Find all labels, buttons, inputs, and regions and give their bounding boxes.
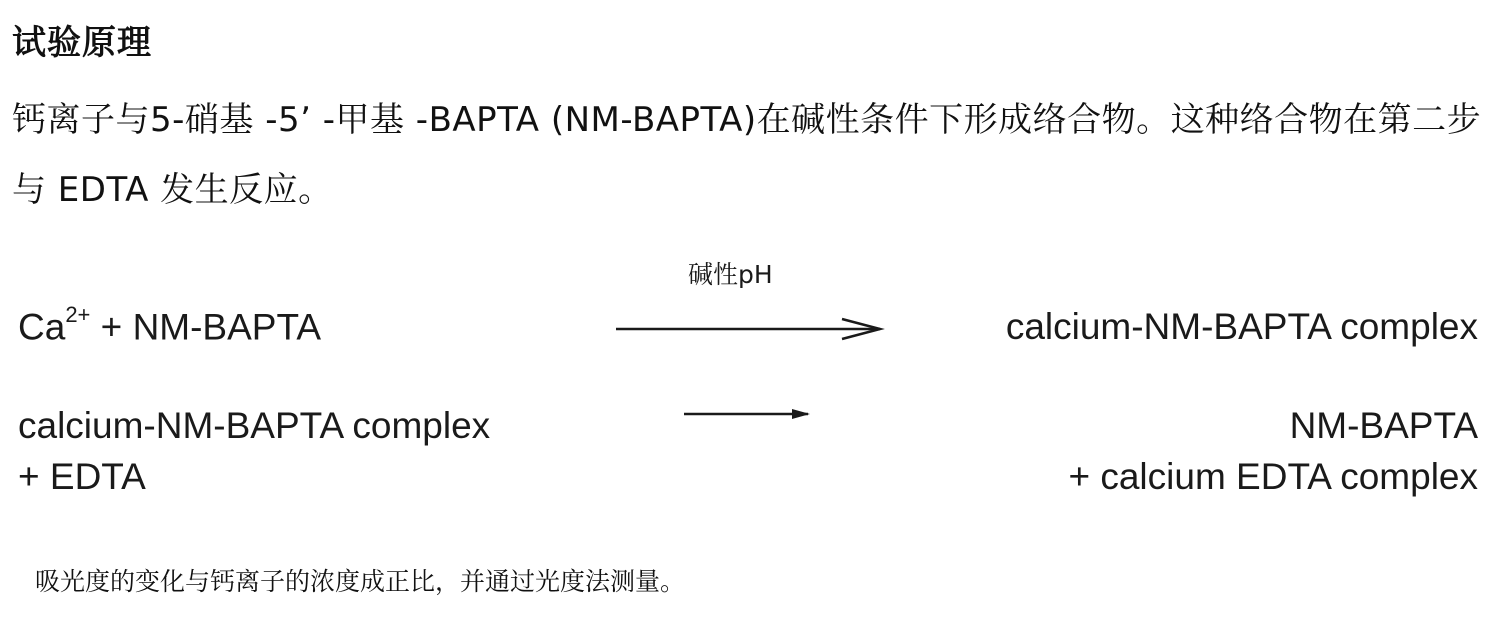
calcium-ion-symbol: Ca	[18, 306, 66, 348]
reaction2-reactant-line1: calcium-NM-BAPTA complex	[18, 405, 491, 446]
reaction2-reactants	[18, 400, 490, 502]
reaction-condition-label: 碱性pH	[688, 260, 773, 289]
measurement-note: 吸光度的变化与钙离子的浓度成正比，并通过光度法测量。	[35, 567, 686, 596]
reaction2-products	[1068, 400, 1478, 502]
ion-charge: 2+	[65, 302, 91, 327]
reaction2-reactant-line2: + EDTA	[18, 456, 146, 497]
reaction-scheme	[0, 250, 1500, 510]
section-heading: 试验原理	[12, 23, 152, 63]
reaction2-product-line2: + calcium EDTA complex	[1068, 456, 1478, 497]
reaction1-reactants	[18, 302, 322, 348]
reaction2-product-line1: NM-BAPTA	[1289, 405, 1478, 446]
reaction2-arrow-icon	[684, 400, 814, 428]
reaction1-product: calcium-NM-BAPTA complex	[1005, 306, 1478, 347]
reaction1-second-reactant: + NM-BAPTA	[90, 306, 322, 348]
principle-paragraph: 钙离子与5-硝基 -5’ -甲基 -BAPTA (NM-BAPTA)在碱性条件下形成络合物。这种络合物在第二步与 EDTA 发生反应。	[12, 100, 1482, 210]
reaction1-arrow-icon	[616, 314, 886, 344]
